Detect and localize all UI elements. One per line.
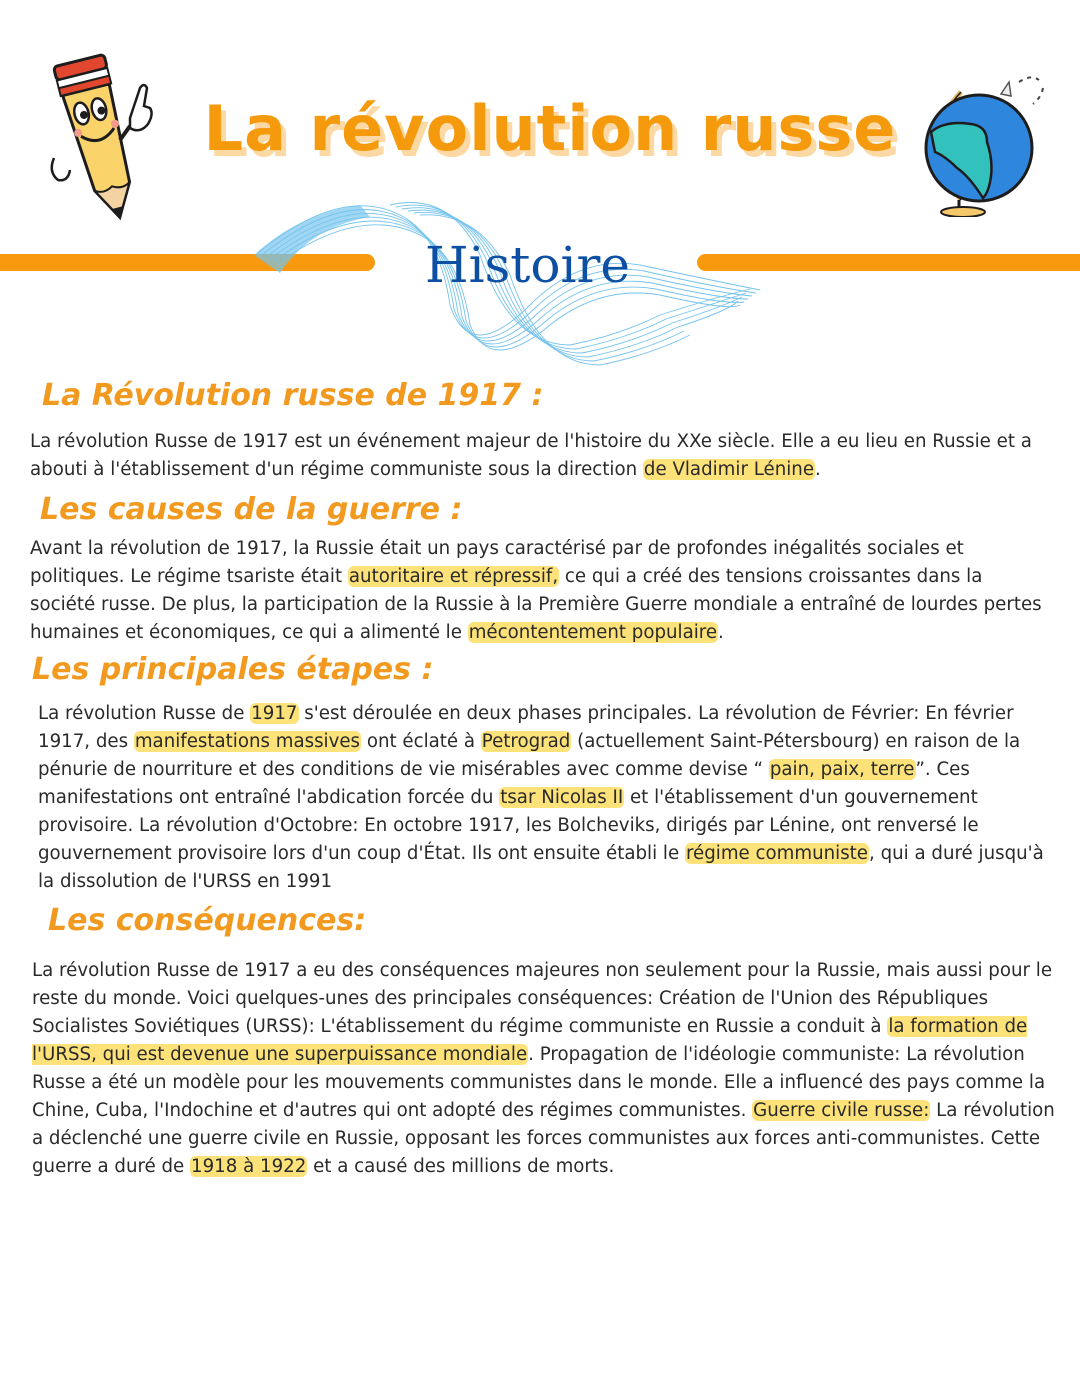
highlighted-text: Petrograd: [481, 731, 571, 752]
highlighted-text: tsar Nicolas II: [500, 787, 624, 808]
body-text: s'est déroulée en deux phases principales. La révolution de Février: En février 1917, des: [38, 703, 1014, 752]
body-text: La révolution a déclenché une guerre civile en Russie, opposant les forces communistes aux forces anti-communistes. Cette guerre a duré de: [32, 1100, 1055, 1177]
body-text: Avant la révolution de 1917, la Russie était un pays caractérisé par de profondes inégalités sociales et politiques. Le régime tsariste était: [30, 538, 964, 587]
page-subtitle: Histoire: [425, 236, 630, 294]
body-text: , qui a duré jusqu'à la dissolution de l'URSS en 1991: [38, 843, 1044, 892]
body-text: La révolution Russe de 1917 est un événement majeur de l'histoire du XXe siècle. Elle a eu lieu en Russie et a abouti à l'établissement d'un régime communiste sous la direction: [30, 431, 1032, 480]
section-paragraph-revolution-1917: [30, 428, 1050, 484]
highlighted-text: la formation de l'URSS, qui est devenue une superpuissance mondiale: [32, 1016, 1028, 1065]
globe-icon: [915, 72, 1055, 217]
body-text: La révolution Russe de 1917 a eu des conséquences majeures non seulement pour la Russie, mais aussi pour le reste du monde. Voici quelques-unes des principales conséquences: Création de l'Union des Républiques Socialistes Soviétiques (URSS): L'établissement du régime communiste en Russie a conduit à: [32, 960, 1053, 1037]
page-header: [0, 0, 1080, 380]
highlighted-text: Guerre civile russe:: [753, 1100, 930, 1121]
body-text: La révolution Russe de: [38, 703, 251, 724]
body-text: et l'établissement d'un gouvernement provisoire. La révolution d'Octobre: En octobre 1917, les Bolcheviks, dirigés par Lénine, ont renversé le gouvernement provisoire lors d'un coup d'État. Ils ont ensuite établi le: [38, 787, 979, 864]
highlighted-text: autoritaire et répressif,: [348, 566, 559, 587]
body-text: ont éclaté à: [361, 731, 481, 752]
body-text: ce qui a créé des tensions croissantes dans la société russe. De plus, la participation de la Russie à la Première Guerre mondiale a entraîné de lourdes pertes humaines et économiques, ce qui a alimenté le: [30, 566, 1042, 643]
highlighted-text: 1917: [251, 703, 298, 724]
section-title-causes: Les causes de la guerre :: [40, 492, 463, 527]
section-title-consequences: Les conséquences:: [48, 903, 367, 938]
highlighted-text: de Vladimir Lénine: [643, 459, 815, 480]
body-text: . Propagation de l'idéologie communiste: La révolution Russe a été un modèle pour les mouvements communistes dans le monde. Elle a influencé des pays comme la Chine, Cuba, l'Indochine et d'autres qui ont adopté des régimes communistes.: [32, 1044, 1046, 1121]
section-title-etapes: Les principales étapes :: [32, 652, 434, 687]
body-text: (actuellement Saint-Pétersbourg) en raison de la pénurie de nourriture et des conditions de vie misérables avec comme devise “: [38, 731, 1021, 780]
section-paragraph-causes: [30, 535, 1050, 647]
highlighted-text: pain, paix, terre: [769, 759, 915, 780]
page-title: La révolution russe: [203, 92, 897, 165]
highlighted-text: manifestations massives: [134, 731, 361, 752]
highlighted-text: 1918 à 1922: [191, 1156, 307, 1177]
highlighted-text: régime communiste: [685, 843, 868, 864]
highlighted-text: mécontentement populaire: [468, 622, 718, 643]
body-text: .: [718, 622, 724, 643]
body-text: .: [815, 459, 821, 480]
section-paragraph-etapes: [38, 700, 1048, 896]
section-title-revolution-1917: La Révolution russe de 1917 :: [42, 378, 544, 413]
body-text: ”. Ces manifestations ont entraîné l'abdication forcée du: [38, 759, 970, 808]
section-paragraph-consequences: [32, 957, 1062, 1181]
body-text: et a causé des millions de morts.: [307, 1156, 615, 1177]
